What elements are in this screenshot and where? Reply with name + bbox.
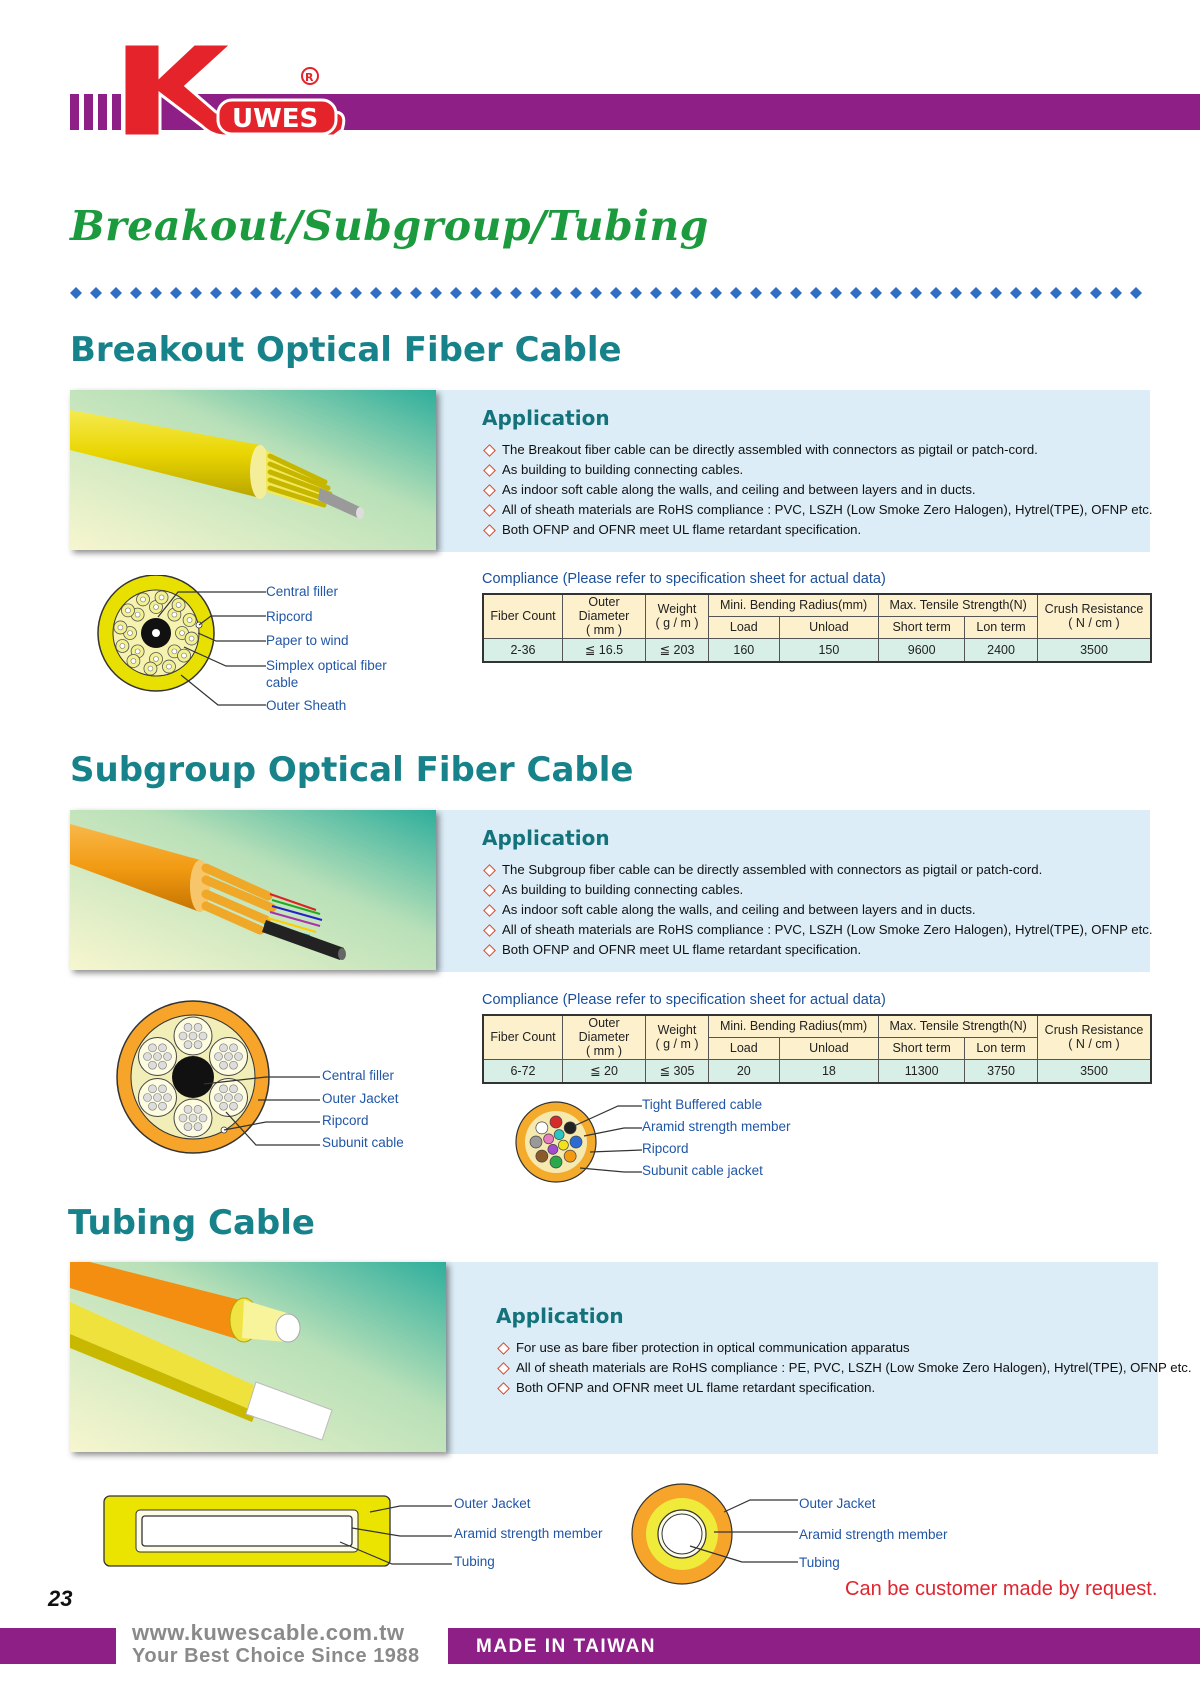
diamond-icon (430, 287, 442, 299)
diamond-icon (550, 287, 562, 299)
diamond-icon (650, 287, 662, 299)
fiber (158, 1102, 166, 1110)
svg-text:R: R (305, 71, 314, 84)
fiber (194, 1123, 202, 1131)
header-tensile-strength: Max. Tensile Strength(N) (879, 594, 1038, 616)
cell-crush: 3500 (1038, 1059, 1152, 1083)
subgroup-spec-table (482, 1014, 1152, 1084)
cell-short-term: 9600 (879, 638, 965, 662)
list-item: All of sheath materials are RoHS compliance : PVC, LSZH (Low Smoke Zero Halogen), Hytrel(TPE), OFNP etc. (482, 500, 1153, 520)
diamond-icon (510, 287, 522, 299)
list-item: As building to building connecting cables. (482, 880, 1153, 900)
callout-tubing: Tubing (799, 1555, 840, 1570)
fiber (184, 1041, 192, 1049)
fiber (225, 1053, 233, 1061)
diamond-icon (830, 287, 842, 299)
callout-outer-jacket: Outer Jacket (454, 1496, 531, 1511)
fiber (163, 1053, 171, 1061)
diamond-icon (190, 287, 202, 299)
fiber-core (154, 605, 159, 610)
fiber (199, 1114, 207, 1122)
list-item: All of sheath materials are RoHS compliance : PE, PVC, LSZH (Low Smoke Zero Halogen), Hytrel(TPE), OFNP etc. (496, 1358, 1192, 1378)
custom-made-note: Can be customer made by request. (845, 1578, 1158, 1600)
tight-buffered-fiber (550, 1156, 562, 1168)
fiber (189, 1114, 197, 1122)
list-item: Both OFNP and OFNR meet UL flame retardant specification. (482, 520, 1153, 540)
tubing-title: Tubing Cable (68, 1203, 315, 1243)
diamond-icon (290, 287, 302, 299)
callout-tubing: Tubing (454, 1554, 495, 1569)
diamond-icon (330, 287, 342, 299)
subgroup-cable-photo (70, 810, 436, 970)
fiber-core (159, 595, 164, 600)
breakout-spec-table (482, 593, 1152, 663)
made-in-taiwan: MADE IN TAIWAN (476, 1636, 657, 1657)
cell-load: 160 (709, 638, 780, 662)
header-lon-term: Lon term (965, 1037, 1038, 1059)
list-item: All of sheath materials are RoHS compliance : PVC, LSZH (Low Smoke Zero Halogen), Hytrel(TPE), OFNP etc. (482, 920, 1153, 940)
diamond-icon (390, 287, 402, 299)
cell-outer-diameter: ≦ 16.5 (563, 638, 646, 662)
fiber (158, 1044, 166, 1052)
fiber (230, 1085, 238, 1093)
cell-unload: 150 (779, 638, 879, 662)
diamond-icon (850, 287, 862, 299)
fiber (153, 1053, 161, 1061)
header-bending-radius: Mini. Bending Radius(mm) (709, 594, 879, 616)
fiber-core (187, 618, 192, 623)
header-tensile-strength: Max. Tensile Strength(N) (879, 1015, 1038, 1037)
breakout-cable-photo (70, 390, 436, 550)
diamond-icon (250, 287, 262, 299)
fiber-core (131, 659, 136, 664)
tight-buffered-fiber (550, 1116, 562, 1128)
header-outer-diameter: Outer Diameter ( mm ) (563, 594, 646, 638)
subgroup-application-title: Application (482, 826, 610, 850)
fiber (215, 1053, 223, 1061)
diamond-icon (270, 287, 282, 299)
footer-bar-left (0, 1628, 116, 1664)
fiber (148, 1044, 156, 1052)
fiber (153, 1094, 161, 1102)
list-item: Both OFNP and OFNR meet UL flame retardant specification. (482, 940, 1153, 960)
cell-unload: 18 (779, 1059, 879, 1083)
footer-website: www.kuwescable.com.tw (132, 1620, 405, 1645)
header-fiber-count: Fiber Count (483, 594, 563, 638)
header-short-term: Short term (879, 616, 965, 638)
header-weight: Weight ( g / m ) (646, 594, 709, 638)
list-item: The Subgroup fiber cable can be directly assembled with connectors as pigtail or patch-cord. (482, 860, 1153, 880)
tight-buffered-fiber (554, 1130, 564, 1140)
fiber-core (172, 649, 177, 654)
fiber (179, 1032, 187, 1040)
fiber (143, 1094, 151, 1102)
diamond-icon (310, 287, 322, 299)
table-row (483, 1059, 1151, 1083)
fiber-core (180, 631, 185, 636)
tight-buffered-fiber (564, 1122, 576, 1134)
tight-buffered-fiber (548, 1144, 558, 1154)
list-item: Both OFNP and OFNR meet UL flame retardant specification. (496, 1378, 1192, 1398)
diamond-icon (210, 287, 222, 299)
cell-fiber-count: 2-36 (483, 638, 563, 662)
header-fiber-count: Fiber Count (483, 1015, 563, 1059)
fiber (148, 1085, 156, 1093)
diamond-icon (70, 287, 82, 299)
diamond-icon (90, 287, 102, 299)
flat-tubing-diagram (100, 1492, 460, 1572)
diamond-icon (1090, 287, 1102, 299)
diamond-icon (1130, 287, 1142, 299)
fiber-core (172, 612, 177, 617)
header-weight: Weight ( g / m ) (646, 1015, 709, 1059)
header-bending-radius: Mini. Bending Radius(mm) (709, 1015, 879, 1037)
diamond-icon (990, 287, 1002, 299)
diamond-icon (810, 287, 822, 299)
fiber-core (176, 602, 181, 607)
diamond-icon (670, 287, 682, 299)
callout-ripcord: Ripcord (322, 1113, 369, 1128)
fiber (194, 1105, 202, 1113)
breakout-cross-section (86, 575, 406, 715)
diamond-icon (950, 287, 962, 299)
fiber (235, 1094, 243, 1102)
callout-central-filler: Central filler (266, 584, 339, 599)
fiber (235, 1053, 243, 1061)
callout-outer-sheath: Outer Sheath (266, 698, 347, 713)
fiber (184, 1023, 192, 1031)
callout-subunit-cable: Subunit cable (322, 1135, 404, 1150)
header-crush-resistance: Crush Resistance ( N / cm ) (1038, 1015, 1152, 1059)
diamond-icon (870, 287, 882, 299)
diamond-icon (470, 287, 482, 299)
callout-central-filler: Central filler (322, 1068, 395, 1083)
diamond-icon (630, 287, 642, 299)
round-tubing-diagram (630, 1482, 810, 1586)
tight-buffered-fiber (564, 1150, 576, 1162)
header-short-term: Short term (879, 1037, 965, 1059)
diamond-icon (370, 287, 382, 299)
diamond-icon (1030, 287, 1042, 299)
callout-aramid: Aramid strength member (642, 1119, 791, 1134)
header-load: Load (709, 616, 780, 638)
subgroup-cross-section (116, 1000, 336, 1160)
fiber (220, 1061, 228, 1069)
header-lon-term: Lon term (965, 616, 1038, 638)
diamond-icon (130, 287, 142, 299)
fiber (225, 1094, 233, 1102)
list-item: As indoor soft cable along the walls, and ceiling and between layers and in ducts. (482, 480, 1153, 500)
callout-subunit-jacket: Subunit cable jacket (642, 1163, 763, 1178)
breakout-compliance-note: Compliance (Please refer to specification sheet for actual data) (482, 571, 886, 587)
diamond-icon (1110, 287, 1122, 299)
diamond-divider (70, 286, 1150, 300)
fiber (230, 1044, 238, 1052)
callout-paper-to-wind: Paper to wind (266, 633, 349, 648)
fiber (179, 1114, 187, 1122)
diamond-icon (570, 287, 582, 299)
fiber (189, 1032, 197, 1040)
diamond-icon (110, 287, 122, 299)
header-outer-diameter: Outer Diameter ( mm ) (563, 1015, 646, 1059)
fiber (230, 1102, 238, 1110)
diamond-icon (410, 287, 422, 299)
tight-buffered-fiber (530, 1136, 542, 1148)
diamond-icon (150, 287, 162, 299)
callout-outer-jacket: Outer Jacket (799, 1496, 876, 1511)
fiber-core (128, 631, 133, 636)
diamond-icon (890, 287, 902, 299)
breakout-application-list (482, 440, 1153, 540)
fiber (184, 1105, 192, 1113)
cell-short-term: 11300 (879, 1059, 965, 1083)
diamond-icon (930, 287, 942, 299)
subgroup-compliance-note: Compliance (Please refer to specification sheet for actual data) (482, 992, 886, 1008)
callout-simplex-fiber: Simplex optical fiber (266, 658, 387, 673)
fiber-core (120, 643, 125, 648)
fiber (215, 1094, 223, 1102)
fiber (220, 1085, 228, 1093)
diamond-icon (910, 287, 922, 299)
fiber (148, 1102, 156, 1110)
breakout-title: Breakout Optical Fiber Cable (70, 330, 622, 370)
cell-load: 20 (709, 1059, 780, 1083)
list-item: As indoor soft cable along the walls, and ceiling and between layers and in ducts. (482, 900, 1153, 920)
fiber-core (118, 625, 123, 630)
tight-buffered-fiber (536, 1122, 548, 1134)
fiber-core (189, 636, 194, 641)
diamond-icon (750, 287, 762, 299)
fiber (163, 1094, 171, 1102)
diamond-icon (770, 287, 782, 299)
callout-ripcord: Ripcord (266, 609, 313, 624)
cell-weight: ≦ 203 (646, 638, 709, 662)
tubing-cable-photo (70, 1262, 446, 1452)
callout-simplex-fiber-cont: cable (266, 675, 299, 690)
diamond-icon (590, 287, 602, 299)
fiber (230, 1061, 238, 1069)
fiber (148, 1061, 156, 1069)
cell-lon-term: 3750 (965, 1059, 1038, 1083)
fiber-core (135, 612, 140, 617)
fiber-core (125, 608, 130, 613)
callout-outer-jacket: Outer Jacket (322, 1091, 399, 1106)
tubing-application-list (496, 1338, 1192, 1398)
diamond-icon (490, 287, 502, 299)
logo-wordmark: UWES (232, 104, 319, 134)
table-row (483, 638, 1151, 662)
header-load: Load (709, 1037, 780, 1059)
list-item: As building to building connecting cables. (482, 460, 1153, 480)
fiber (184, 1123, 192, 1131)
diamond-icon (1050, 287, 1062, 299)
header-crush-resistance: Crush Resistance ( N / cm ) (1038, 594, 1152, 638)
cell-fiber-count: 6-72 (483, 1059, 563, 1083)
tight-buffered-fiber (570, 1136, 582, 1148)
callout-aramid: Aramid strength member (799, 1527, 948, 1542)
diamond-icon (1010, 287, 1022, 299)
footer-tagline: Your Best Choice Since 1988 (132, 1645, 420, 1667)
fiber (199, 1032, 207, 1040)
fiber-core (154, 657, 159, 662)
diamond-icon (730, 287, 742, 299)
fiber (220, 1044, 228, 1052)
fiber (158, 1085, 166, 1093)
fiber (220, 1102, 228, 1110)
page-number: 23 (48, 1586, 73, 1611)
fiber-core (148, 666, 153, 671)
fiber (194, 1041, 202, 1049)
cell-lon-term: 2400 (965, 638, 1038, 662)
diamond-icon (1070, 287, 1082, 299)
subgroup-application-list (482, 860, 1153, 960)
fiber-core (135, 649, 140, 654)
tight-buffered-fiber (536, 1150, 548, 1162)
diamond-icon (350, 287, 362, 299)
breakout-application-title: Application (482, 406, 610, 430)
callout-aramid: Aramid strength member (454, 1526, 603, 1541)
fiber (158, 1061, 166, 1069)
diamond-icon (970, 287, 982, 299)
cell-outer-diameter: ≦ 20 (563, 1059, 646, 1083)
tight-buffered-fiber (558, 1140, 568, 1150)
diamond-icon (610, 287, 622, 299)
diamond-icon (710, 287, 722, 299)
fiber-core (182, 653, 187, 658)
cell-weight: ≦ 305 (646, 1059, 709, 1083)
subgroup-title: Subgroup Optical Fiber Cable (70, 750, 634, 790)
callout-ripcord: Ripcord (642, 1141, 689, 1156)
fiber (194, 1023, 202, 1031)
diamond-icon (450, 287, 462, 299)
kuwes-logo (116, 40, 346, 140)
tubing-application-title: Application (496, 1304, 624, 1328)
tight-buffered-fiber (544, 1134, 554, 1144)
callout-tight-buffered: Tight Buffered cable (642, 1097, 763, 1112)
header-unload: Unload (779, 616, 879, 638)
header-unload: Unload (779, 1037, 879, 1059)
diamond-icon (790, 287, 802, 299)
fiber (143, 1053, 151, 1061)
diamond-icon (170, 287, 182, 299)
diamond-icon (230, 287, 242, 299)
diamond-icon (530, 287, 542, 299)
diamond-icon (690, 287, 702, 299)
cell-crush: 3500 (1038, 638, 1152, 662)
list-item: For use as bare fiber protection in optical communication apparatus (496, 1338, 1192, 1358)
fiber-core (166, 664, 171, 669)
list-item: The Breakout fiber cable can be directly assembled with connectors as pigtail or patch-cord. (482, 440, 1153, 460)
page-title: Breakout/Subgroup/Tubing (70, 202, 709, 250)
fiber-core (141, 597, 146, 602)
